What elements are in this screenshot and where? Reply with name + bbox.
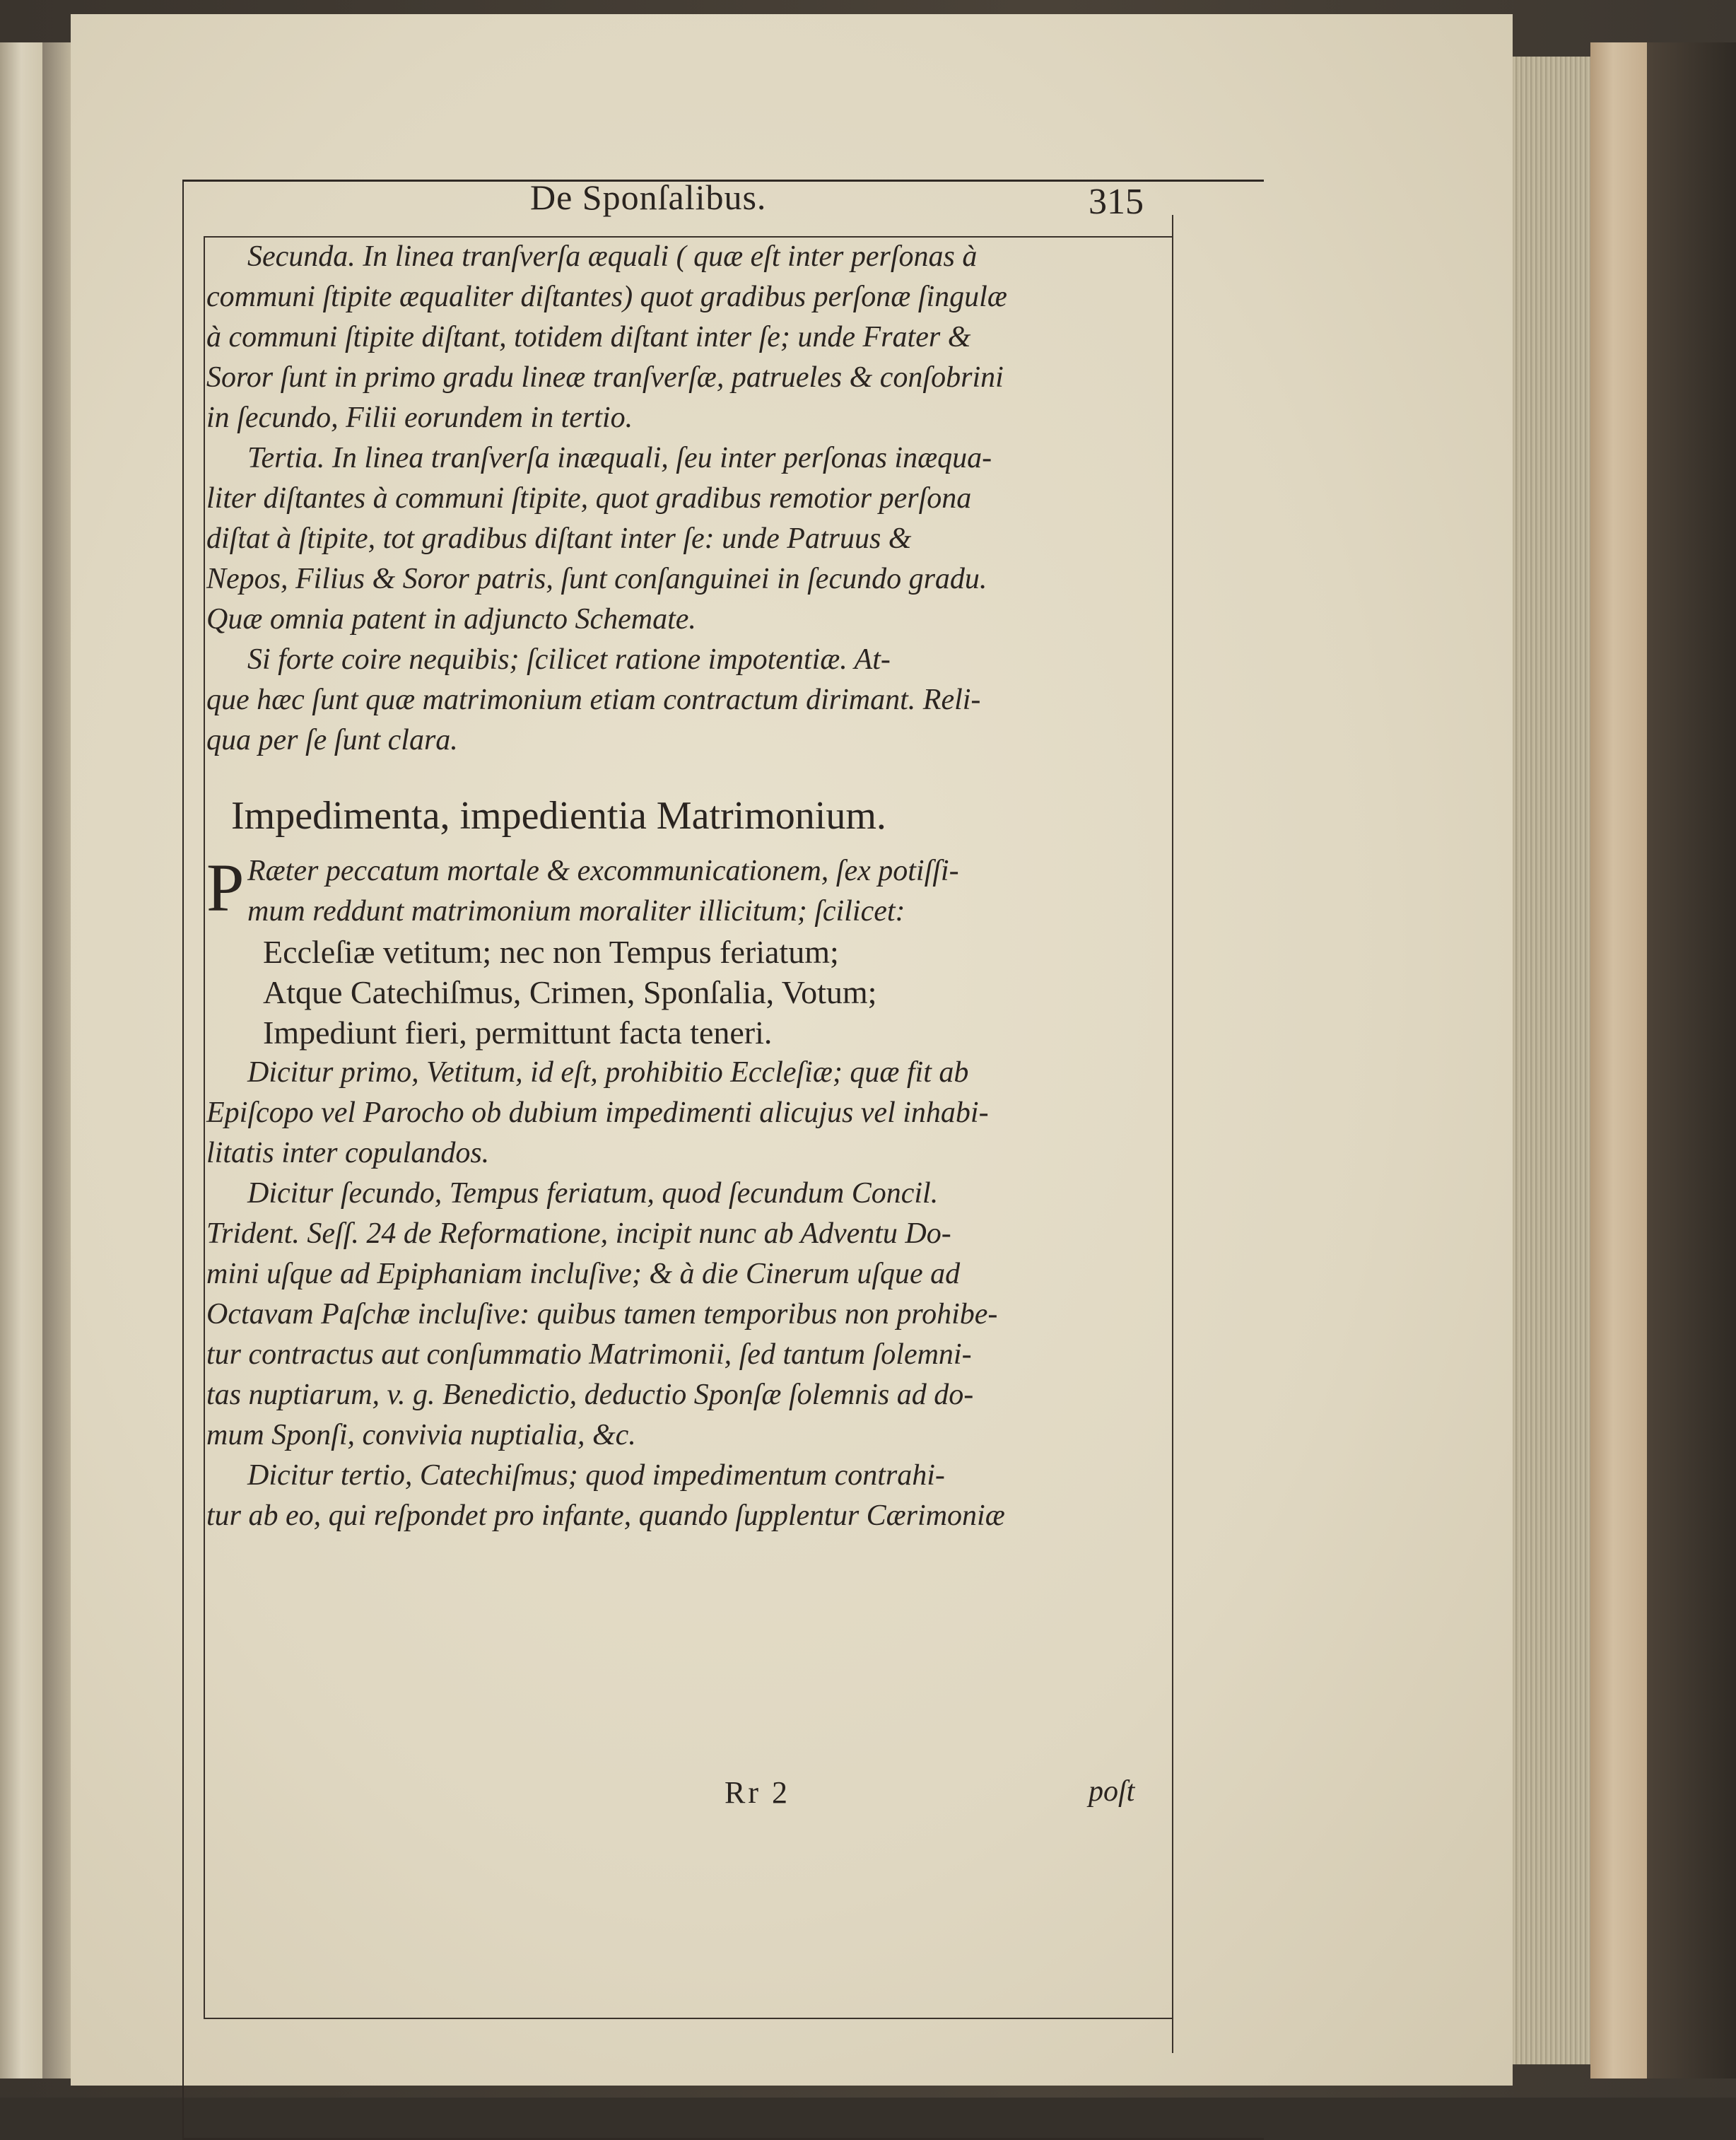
text-line: diſtat à ſtipite, tot gradibus diſtant inter ſe: unde Patruus & [206, 522, 912, 555]
text-line: mum reddunt matrimonium moraliter illicitum; ſcilicet: [247, 895, 905, 928]
verse-line: Eccleſiæ vetitum; nec non Tempus feriatum; [263, 934, 839, 970]
text-line: mum Sponſi, convivia nuptialia, &c. [206, 1419, 636, 1451]
text-line: liter diſtantes à communi ſtipite, quot gradibus remotior perſona [206, 482, 972, 515]
text-line: Dicitur primo, Vetitum, id eſt, prohibitio Eccleſiæ; quæ fit ab [247, 1056, 969, 1089]
text-line: Dicitur tertio, Catechiſmus; quod impedimentum contrahi- [247, 1459, 945, 1492]
text-line: Nepos, Filius & Soror patris, ſunt conſanguinei in ſecundo gradu. [206, 563, 987, 595]
scan-margin [1647, 42, 1736, 2078]
page-footer [0, 1774, 1736, 1831]
book-foredge [1590, 42, 1647, 2078]
text-line: communi ſtipite æqualiter diſtantes) quot gradibus perſonæ ſingulæ [206, 281, 1007, 313]
text-line: qua per ſe ſunt clara. [206, 724, 458, 756]
page-number: 315 [1089, 182, 1144, 222]
text-line: que hæc ſunt quæ matrimonium etiam contractum dirimant. Reli- [206, 684, 981, 716]
text-line: Soror ſunt in primo gradu lineæ tranſverſæ, patrueles & conſobrini [206, 361, 1004, 394]
verse-line: Impediunt fieri, permittunt facta teneri. [263, 1015, 773, 1051]
text-line: Tertia. In linea tranſverſa inæquali, ſeu inter perſonas inæqua- [247, 442, 992, 474]
text-line: litatis inter copulandos. [206, 1137, 490, 1169]
text-line: tur ab eo, qui reſpondet pro infante, quando ſupplentur Cærimoniæ [206, 1499, 1005, 1532]
text-block [206, 237, 1168, 1536]
text-line: Dicitur ſecundo, Tempus feriatum, quod ſecundum Concil. [247, 1177, 939, 1210]
book-gutter [42, 42, 71, 2078]
section-heading: Impedimenta, impedientia Matrimonium. [231, 794, 886, 838]
text-line: Octavam Paſchæ incluſive: quibus tamen temporibus non prohibe- [206, 1298, 998, 1331]
text-line: Epiſcopo vel Parocho ob dubium impedimenti alicujus vel inhabi- [206, 1097, 989, 1129]
page-stack-edges [1513, 57, 1590, 2064]
drop-cap: P [206, 850, 245, 925]
catchword: poſt [1089, 1775, 1135, 1808]
facing-page-edge [0, 42, 42, 2078]
text-line: à communi ſtipite diſtant, totidem diſtant inter ſe; unde Frater & [206, 321, 971, 353]
section-spacer [206, 761, 1168, 780]
text-line: tur contractus aut conſummatio Matrimonii, ſed tantum ſolemni- [206, 1338, 972, 1371]
text-line: Si forte coire nequibis; ſcilicet ratione impotentiæ. At- [247, 643, 891, 676]
running-head [0, 177, 1736, 233]
text-line: Secunda. In linea tranſverſa æquali ( quæ eſt inter perſonas à [247, 240, 978, 273]
dropcap-paragraph [206, 851, 1168, 932]
text-line: Ræter peccatum mortale & excommunicationem, ſex potiſſi- [247, 855, 959, 887]
signature-mark: Rr 2 [725, 1775, 790, 1810]
text-line: Quæ omnia patent in adjuncto Schemate. [206, 603, 696, 636]
text-line: tas nuptiarum, v. g. Benedictio, deductio Sponſæ ſolemnis ad do- [206, 1379, 974, 1411]
text-line: Trident. Seſſ. 24 de Reformatione, incipit nunc ab Adventu Do- [206, 1217, 951, 1250]
text-line: in ſecundo, Filii eorundem in tertio. [206, 402, 633, 434]
verse-line: Atque Catechiſmus, Crimen, Sponſalia, Votum; [263, 974, 877, 1010]
running-title: De Sponſalibus. [530, 177, 767, 217]
text-line: mini uſque ad Epiphaniam incluſive; & à die Cinerum uſque ad [206, 1258, 961, 1290]
